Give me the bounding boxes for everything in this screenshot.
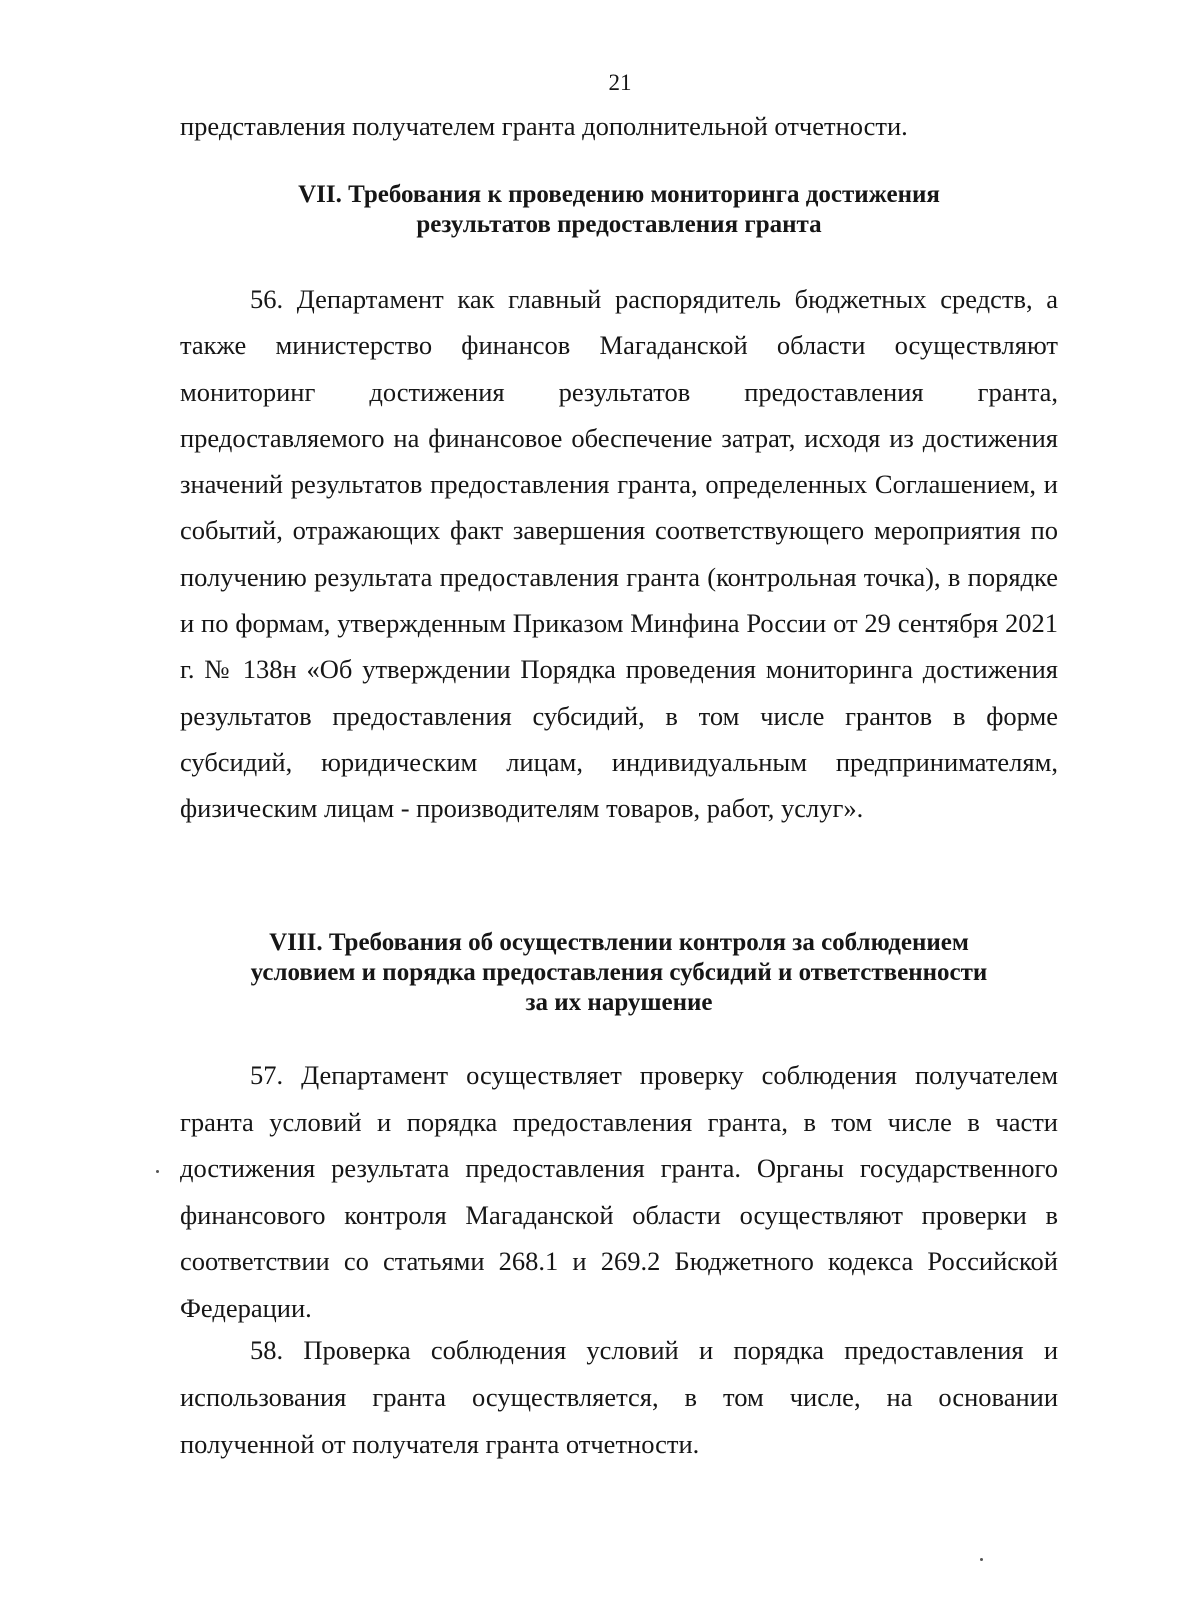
paragraph-56: 56. Департамент как главный распорядитель бюджетных средств, а также министерство финансов Магаданской области осуществляют мониторинг достижения результатов предоставления гранта, предоставляемого на финансовое обеспечение затрат, исходя из достижения значений результатов предоставления гранта, определенных Соглашением, и событий, отражающих факт завершения соответствующего мероприятия по получению результата предоставления гранта (контрольная точка), в порядке и по формам, утвержденным Приказом Минфина России от 29 сентября 2021 г. № 138н «Об утверждении Порядка проведения мониторинга достижения результатов предоставления субсидий, в том числе грантов в форме субсидий, юридическим лицам, индивидуальным предпринимателям, физическим лицам - производителям товаров, работ, услуг». bbox=[180, 284, 1058, 824]
section-8-heading-line-1: VIII. Требования об осуществлении контроля за соблюдением bbox=[269, 929, 969, 956]
paragraph-58: 58. Проверка соблюдения условий и порядка предоставления и использования гранта осуществляется, в том числе, на основании полученной от получателя гранта отчетности. bbox=[180, 1335, 1058, 1459]
scan-speck bbox=[980, 1558, 983, 1561]
page-number: 21 bbox=[608, 70, 632, 95]
continuation-text: представления получателем гранта дополнительной отчетности. bbox=[180, 111, 908, 141]
section-8-heading bbox=[180, 928, 1058, 1018]
section-7-heading-line-1: VII. Требования к проведению мониторинга достижения bbox=[298, 181, 940, 208]
scan-speck bbox=[156, 1170, 159, 1173]
section-7-heading bbox=[180, 180, 1058, 240]
section-8-heading-line-3: за их нарушение bbox=[525, 989, 713, 1016]
section-8-heading-line-2: условием и порядка предоставления субсидий и ответственности bbox=[250, 959, 988, 986]
paragraph-57: 57. Департамент осуществляет проверку соблюдения получателем гранта условий и порядка предоставления гранта, в том числе в части достижения результата предоставления гранта. Органы государственного финансового контроля Магаданской области осуществляют проверки в соответствии со статьями 268.1 и 269.2 Бюджетного кодекса Российской Федерации. bbox=[180, 1060, 1058, 1323]
section-7-heading-line-2: результатов предоставления гранта bbox=[416, 211, 822, 238]
